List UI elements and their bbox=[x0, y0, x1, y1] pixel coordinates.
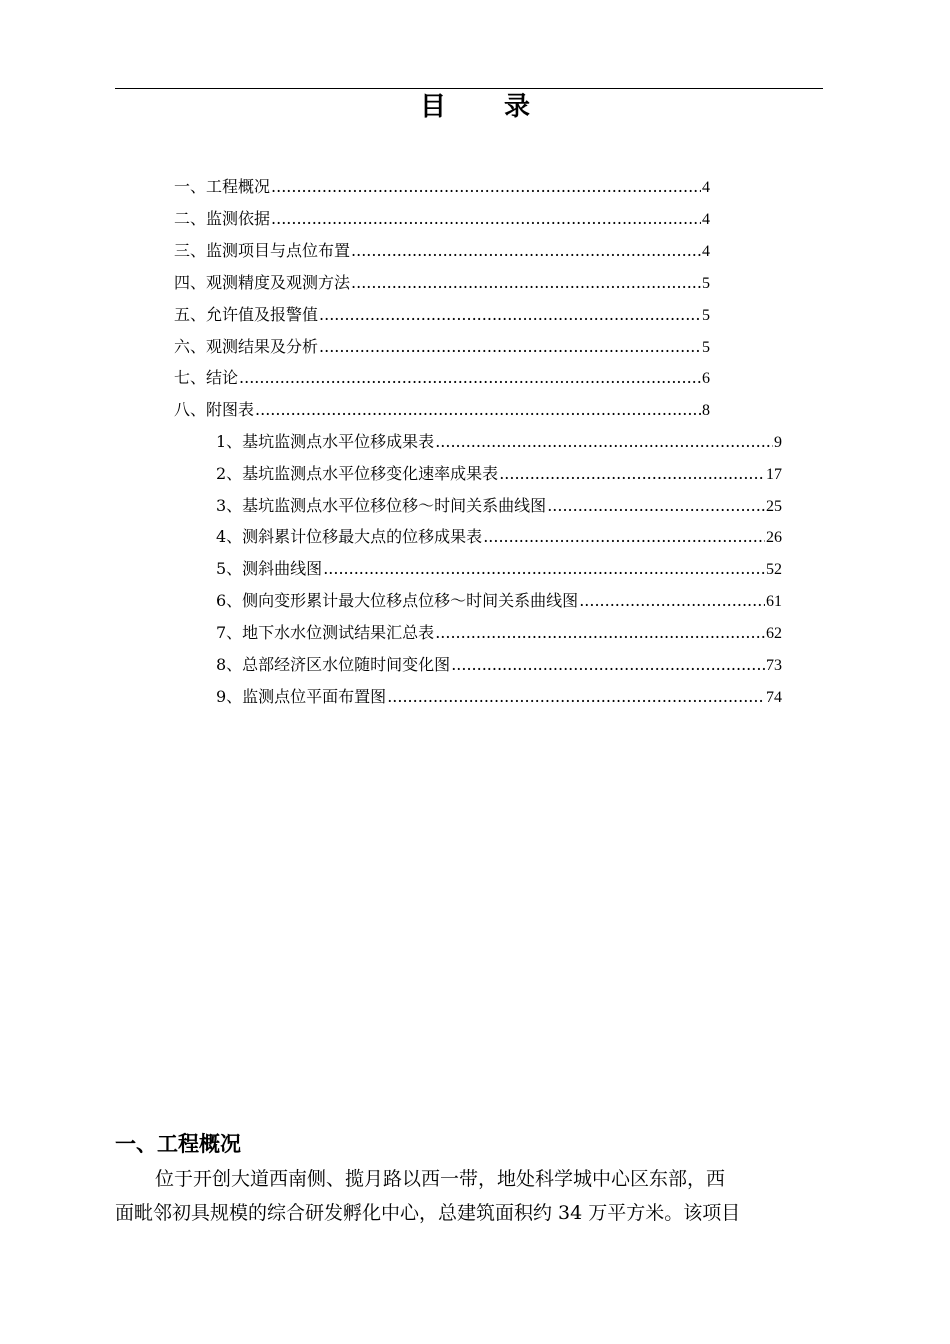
toc-leader-dots bbox=[239, 367, 701, 389]
toc-entry-label: 六、观测结果及分析 bbox=[174, 337, 319, 356]
toc-entry-page: 6 bbox=[702, 370, 710, 387]
toc-entry-page: 4 bbox=[702, 243, 710, 260]
toc-leader-dots bbox=[323, 558, 765, 580]
toc-leader-dots bbox=[319, 336, 701, 358]
toc-entry[interactable] bbox=[174, 208, 710, 230]
toc-leader-dots bbox=[387, 686, 765, 708]
toc-entry-label: 四、观测精度及观测方法 bbox=[174, 273, 351, 292]
toc-entry-label: 1、基坑监测点水平位移成果表 bbox=[216, 432, 435, 451]
toc-leader-dots bbox=[483, 526, 765, 548]
toc-leader-dots bbox=[351, 272, 701, 294]
toc-entry[interactable] bbox=[174, 304, 710, 326]
toc-title bbox=[0, 86, 950, 123]
toc-entry-page: 61 bbox=[766, 593, 782, 610]
toc-entry[interactable] bbox=[174, 336, 710, 358]
toc-title-part1: 目 bbox=[419, 92, 446, 122]
toc-sub-entry[interactable] bbox=[216, 622, 782, 644]
toc-entry-label: 4、测斜累计位移最大点的位移成果表 bbox=[216, 527, 483, 546]
toc-entry-page: 9 bbox=[774, 434, 782, 451]
toc-entry-page: 8 bbox=[702, 402, 710, 419]
toc-entry[interactable] bbox=[174, 240, 710, 262]
toc-leader-dots bbox=[499, 463, 765, 485]
toc-entry-label: 三、监测项目与点位布置 bbox=[174, 241, 351, 260]
paragraph-line: 面毗邻初具规模的综合研发孵化中心，总建筑面积约 34 万平方米。该项目 bbox=[115, 1202, 741, 1224]
toc-entry-page: 5 bbox=[702, 307, 710, 324]
toc-entry-label: 五、允许值及报警值 bbox=[174, 305, 319, 324]
toc-entry[interactable] bbox=[174, 399, 710, 421]
toc-leader-dots bbox=[255, 399, 701, 421]
toc-leader-dots bbox=[547, 495, 765, 517]
toc-entry-label: 5、测斜曲线图 bbox=[216, 559, 323, 578]
toc-entry-label: 8、总部经济区水位随时间变化图 bbox=[216, 655, 451, 674]
toc-sub-entry[interactable] bbox=[216, 495, 782, 517]
toc-entry-page: 5 bbox=[702, 339, 710, 356]
toc-entry-label: 一、工程概况 bbox=[174, 177, 271, 196]
toc-leader-dots bbox=[271, 176, 701, 198]
toc-leader-dots bbox=[271, 208, 701, 230]
toc-sub-entry[interactable] bbox=[216, 558, 782, 580]
toc-entry-label: 八、附图表 bbox=[174, 400, 255, 419]
toc-entry[interactable] bbox=[174, 272, 710, 294]
toc-title-part2: 录 bbox=[504, 92, 531, 122]
toc-entry-page: 4 bbox=[702, 211, 710, 228]
section-body bbox=[115, 1162, 825, 1230]
toc-entry[interactable] bbox=[174, 176, 710, 198]
toc-entry-label: 9、监测点位平面布置图 bbox=[216, 687, 387, 706]
toc-entry-page: 62 bbox=[766, 625, 782, 642]
toc-leader-dots bbox=[435, 622, 765, 644]
toc-entry-label: 2、基坑监测点水平位移变化速率成果表 bbox=[216, 464, 499, 483]
toc-entry-label: 二、监测依据 bbox=[174, 209, 271, 228]
toc-entry-page: 74 bbox=[766, 689, 782, 706]
toc-entry-page: 5 bbox=[702, 275, 710, 292]
toc-entry-label: 7、地下水水位测试结果汇总表 bbox=[216, 623, 435, 642]
paragraph-line: 位于开创大道西南侧、揽月路以西一带，地处科学城中心区东部，西 bbox=[155, 1168, 726, 1190]
toc-sub-entry[interactable] bbox=[216, 431, 782, 453]
toc-entry[interactable] bbox=[174, 367, 710, 389]
toc-leader-dots bbox=[579, 590, 765, 612]
toc-sub-entry[interactable] bbox=[216, 463, 782, 485]
toc-entry-page: 17 bbox=[766, 466, 782, 483]
toc-entry-page: 25 bbox=[766, 498, 782, 515]
toc-entry-label: 3、基坑监测点水平位移位移～时间关系曲线图 bbox=[216, 496, 547, 515]
toc-entry-page: 52 bbox=[766, 561, 782, 578]
toc-leader-dots bbox=[351, 240, 701, 262]
toc-entry-label: 七、结论 bbox=[174, 368, 239, 387]
toc-entry-page: 4 bbox=[702, 179, 710, 196]
toc-sub-entry[interactable] bbox=[216, 686, 782, 708]
toc-entry-page: 73 bbox=[766, 657, 782, 674]
toc-entry-page: 26 bbox=[766, 529, 782, 546]
toc-leader-dots bbox=[319, 304, 701, 326]
toc-sub-entry[interactable] bbox=[216, 590, 782, 612]
toc-leader-dots bbox=[435, 431, 773, 453]
section-heading: 一、工程概况 bbox=[115, 1132, 241, 1156]
toc-entry-label: 6、侧向变形累计最大位移点位移～时间关系曲线图 bbox=[216, 591, 579, 610]
toc-leader-dots bbox=[451, 654, 765, 676]
toc-sub-entry[interactable] bbox=[216, 654, 782, 676]
toc-sub-entry[interactable] bbox=[216, 526, 782, 548]
